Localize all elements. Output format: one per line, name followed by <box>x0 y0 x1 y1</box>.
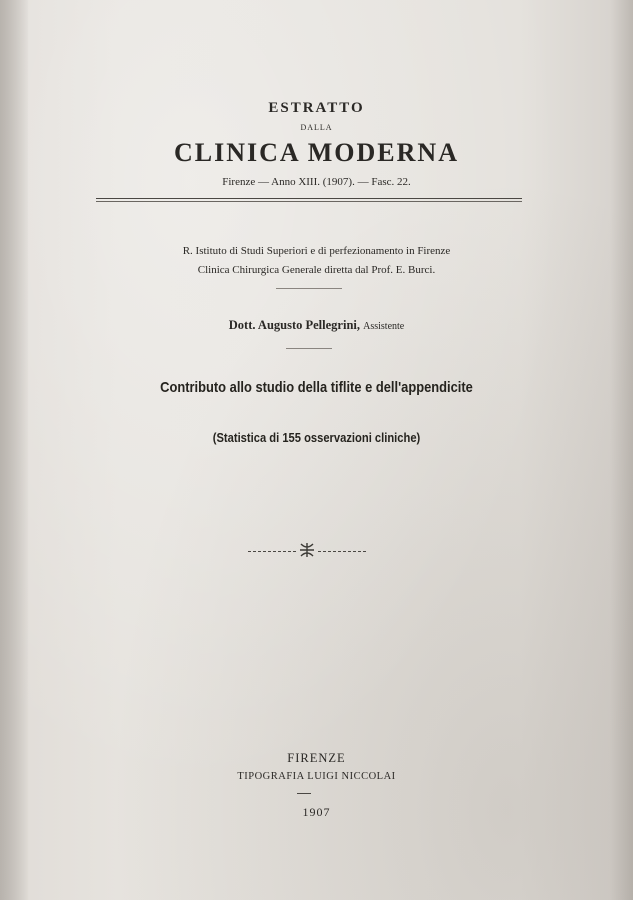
article-title: Contributo allo studio della tiflite e dell'appendicite <box>160 379 473 396</box>
article-subtitle: (Statistica di 155 osservazioni cliniche) <box>212 430 421 445</box>
imprint-dash <box>297 793 311 794</box>
asterism-flourish-icon <box>298 541 316 559</box>
author-name: Dott. Augusto Pellegrini, <box>228 318 360 332</box>
header-rule-thin <box>96 201 522 202</box>
author-role: Assistente <box>363 321 405 332</box>
imprint-printer: TIPOGRAFIA LUIGI NICCOLAI <box>237 771 396 782</box>
author-line <box>0 318 633 333</box>
issue-line: Firenze — Anno XIII. (1907). — Fasc. 22. <box>222 176 411 188</box>
imprint-year: 1907 <box>302 805 331 819</box>
imprint-city: FIRENZE <box>287 751 346 765</box>
institution-line-1: R. Istituto di Studi Superiori e di perfezionamento in Firenze <box>182 245 451 257</box>
from-label: DALLA <box>300 123 333 132</box>
ornament-line-left <box>248 551 296 552</box>
separator-rule <box>286 348 332 349</box>
header-rule-thick <box>96 198 522 199</box>
institution-line-2: Clinica Chirurgica Generale diretta dal Prof. E. Burci. <box>197 264 436 276</box>
extract-label: ESTRATTO <box>268 100 365 116</box>
ornament-line-right <box>318 551 366 552</box>
separator-rule <box>276 288 342 289</box>
journal-title: CLINICA MODERNA <box>174 138 459 167</box>
